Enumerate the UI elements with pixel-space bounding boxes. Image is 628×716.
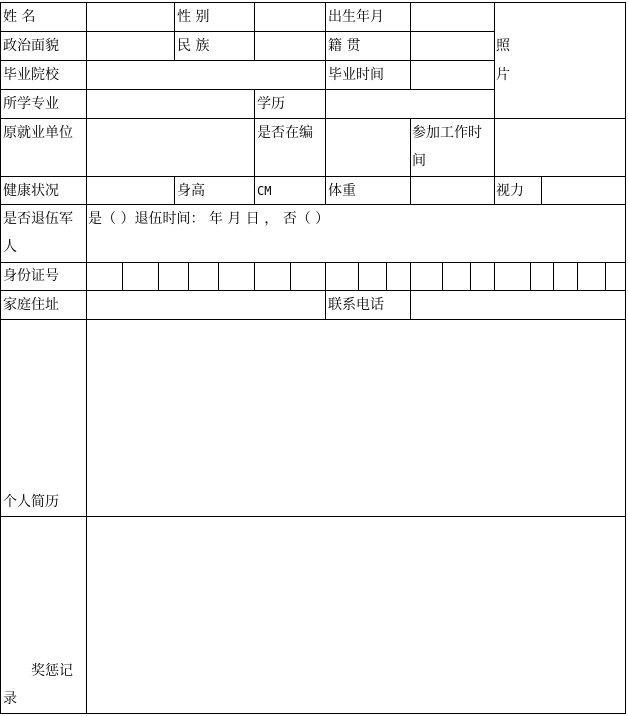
label-political: 政治面貌 <box>3 38 59 54</box>
work-start-field[interactable] <box>495 119 625 176</box>
gender-field[interactable] <box>255 3 325 31</box>
label-gender: 性 别 <box>177 9 210 25</box>
label-address: 家庭住址 <box>3 297 59 313</box>
name-field[interactable] <box>87 3 174 31</box>
label-id-number: 身份证号 <box>3 268 59 284</box>
label-ethnicity: 民 族 <box>177 38 210 54</box>
label-major: 所学专业 <box>3 96 59 112</box>
label-phone: 联系电话 <box>328 297 384 313</box>
label-in-staff: 是否在编 <box>257 125 313 141</box>
major-field[interactable] <box>87 90 254 118</box>
label-health: 健康状况 <box>3 183 59 199</box>
ethnicity-field[interactable] <box>255 32 325 60</box>
label-name: 姓 名 <box>3 9 36 25</box>
label-height: 身高 <box>177 183 205 199</box>
label-orig-unit: 原就业单位 <box>3 125 73 141</box>
veteran-options[interactable]: 是（ ）退伍时间： 年 月 日 ， 否（ ） <box>88 211 330 227</box>
health-field[interactable] <box>87 177 174 204</box>
vision-field[interactable] <box>542 177 625 204</box>
school-field[interactable] <box>87 61 325 89</box>
label-birth: 出生年月 <box>328 9 384 25</box>
label-veteran-line2: 人 <box>3 239 17 255</box>
label-awards-line1: 奖惩记 <box>31 663 73 679</box>
grad-time-field[interactable] <box>411 61 494 89</box>
birth-field[interactable] <box>411 3 494 31</box>
political-field[interactable] <box>87 32 174 60</box>
degree-field[interactable] <box>326 90 494 118</box>
label-photo-line1: 照 <box>496 38 510 54</box>
phone-field[interactable] <box>411 291 625 319</box>
weight-field[interactable] <box>411 177 494 204</box>
native-place-field[interactable] <box>411 32 494 60</box>
resume-field[interactable] <box>87 320 625 516</box>
address-field[interactable] <box>87 291 325 319</box>
label-grad-time: 毕业时间 <box>328 67 384 83</box>
id-number-boxes[interactable] <box>87 263 625 290</box>
label-vision: 视力 <box>496 183 524 199</box>
height-field[interactable] <box>255 177 325 204</box>
label-school: 毕业院校 <box>3 67 59 83</box>
photo-area[interactable] <box>495 3 625 118</box>
label-native-place: 籍 贯 <box>328 38 361 54</box>
label-weight: 体重 <box>328 183 356 199</box>
awards-field[interactable] <box>87 517 625 713</box>
in-staff-field[interactable] <box>326 119 410 176</box>
height-unit: CM <box>257 184 272 198</box>
label-veteran-line1: 是否退伍军 <box>3 211 73 227</box>
label-work-start-line1: 参加工作时 <box>412 125 482 141</box>
label-resume: 个人简历 <box>3 494 59 510</box>
label-awards-line2: 录 <box>3 691 17 707</box>
orig-unit-field[interactable] <box>87 119 254 176</box>
label-work-start-line2: 间 <box>412 153 426 169</box>
label-degree: 学历 <box>257 96 285 112</box>
label-photo-line2: 片 <box>496 67 510 83</box>
